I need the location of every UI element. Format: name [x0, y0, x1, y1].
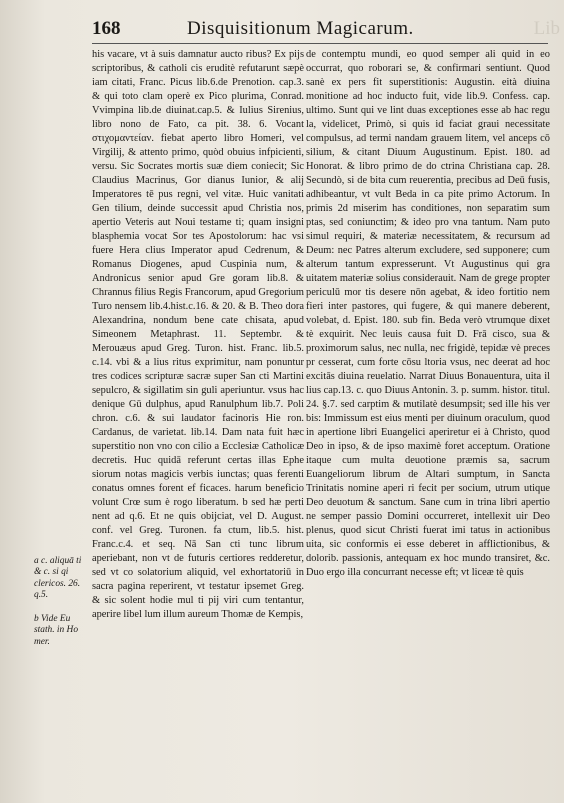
- bleed-through-text: Lib: [533, 18, 560, 39]
- page-header: [92, 18, 552, 42]
- left-text-column: [92, 48, 304, 622]
- page-number: 168: [92, 18, 121, 39]
- left-column-text: his vacare, vt à suis damnatur aucto ribus? Ex pijs scriptoribus, & catholi cis eruditè refutarunt sæpè iam citati, Franc. Picus lib.6.de Prenotion. cap.3. & qui toto clam operè ex Pico plurima, Conrad. Vvimpina lib.de diuinat.cap.5. & Iulius Sirenius, libro nono de Fato, ca pit. 38. 6. Vocant στιχομαντείαν. fiebat aperto libro Homeri, vel Virgilij, & attento primo, quòd obuius infpicienti, versu. Sic Socrates mortis suæ diem coniecit; Sic Claudius Macrinus, Gor dianus Iunior, & alij Imperatores tē pus regni, vel vitæ. Huic vanitati Gen tilium, deinde successit apud Christia nos, apertio Veteris aut Noui testame ti; quam insigni blasphemia vocat Sor tes Apostolorum: hac vsi fuere Hera clius Imperator apud Cedrenum, & Romanus Diogenes, apud Cuspinia num, & Andronicus senior apud Gre goram lib.8. & Chrannus filius Regis Francorum, apud Gregorium Turo nensem lib.4.hist.c.16. & 20. & B. Theo dora Alexandrina, nondum bene cate chisata, apud Simeonem Metaphrast. 11. Septembr. & Merouæus apud Greg. Turon. hist. Franc. lib.5. c.14. vbi & a lius ritus exprimitur, nam ponuntur tres codices scripturæ sacræ super San cti Martini sepulcro, & sigillatim sin guli aperiuntur. vsus hac denique Gū dulphus, apud Ranulphum lib.7. Poli chron. c.6. & sui laudator facinoris Hie ron. Cardanus, de varietat. lib.14. Dam nata fuit hæc superstitio non vno con cilio a Ecclesiæ Catholicæ decretis. Huc quidā referunt certas illas Ephe siorum notas magicis verbis iunctas; quas ferenti conatus omnes forent ef ficaces. harum beneficio volunt Crœ sum è rogo liberatum. b sed hæ perti nent ad q.6. Et ne quis obijciat, vel D. August. conf. vel Greg. Turonen. fa ctum, lib.5. hist. Franc.c.4. et seq. Nā San cti tunc librum aperiebant, non vt de futuris certiores redderetur, sed vt co solatorium aliquid, vel exhortatoriū in sacra pagina reperirent, vt testatur ipsemet Greg. & sic solent hodie mul ti pij viri cum tentantur, aperire libel lum illum aureum Thomæ de Kempis,: [92, 49, 304, 620]
- right-column-text: de contemptu mundi, eo quod semper ali quid in eo occurrat, quo roborari se, & confirmari sentiunt. Quod sanè ex pers fit superstitionis: Augustin. eità diuina monitione ad hoc inducto fuit, vide lib.9. Confess. cap. ultimo. Sunt qui ve lint duas exceptiones esse ab hac regu la, videlicet, Primò, si quis id faciat graui necessitate compulsus, ad termi nandam grauem litem, vel anceps cō silium, & citant Diuum Augustinum. Epist. 180. ad Honorat. & libro primo de do ctrina Christiana cap. 28. Secundò, si de bita cum reuerentia, precibus ad Deū fusis, adhibeantur, vt vult Beda in ca pite primo Actorum. In primis 2d miserim has conditiones, non separatim sum ptas, sed coniunctim; & ideo pro vna tantum. Nam puto simul requiri, & materiæ necessitatem, & recursum ad Deum: nec Patres alterum excludere, sed supponere; cum alterum tantum expresserunt. Vt Augustinus qui gra uitatem materiæ solius considerauit. Nam de grege propter periculū mor tis desere nōn agebat, & ideo fortitio nem fieri inter pastores, qui fugere, & qui manere deberent, volebat, d. Epist. 180. sub fin. Beda verò vtrumque dixet tè exquirit. Nec leuis causa fuit D. Frā cisco, sua & proximorum salus, nec nulla, nec frigidè, tepidæ vè preces pr cesserat, cum forte cōsu ltoria vsus, nec deerat ad hoc excitās diuina reuelatio. Narrat Diuus Bonauentura, uita il lius cap.13. c. quo Diuus Antonin. 3. p. summ. histor. titul. 24. §.7. sed carptim & mutilatè desumpsit; sed ille his ver bis: Immissum est eius menti per diuinum oraculum, quod in apertione libri Euangelici aperiretur ei à Christo, quod Deo in ipso, & de ipso maximè foret acceptum. Oratione itaque cum multa deuotione præmis sa, sacrum Euangeliorum librum de Altari sumptum, in Sancta Trinitatis nomine aperi ri fecit per socium, utrum utique Deo deuotum & sanctum. Sane cum in trina libri apertio ne semper passio Domini occurreret, intellexit uir Deo plenus, quod sicut Christi fuerat imi tatus in actionibus uita, sic conformis ei esse deberet in afflictionibus, & dolorib. passionis, antequam ex hoc mundo transiret, &c. Duo ergo illa concurrant necesse eft; vt liceæ tè quis: [306, 49, 550, 578]
- running-title: Disquisitionum Magicarum.: [187, 18, 414, 39]
- marginal-note-b: b Vide Eu stath. in Ho mer.: [34, 614, 79, 647]
- right-text-column: [306, 48, 550, 580]
- marginal-note-a: a c. aliquā ti & c. si qi clericos. 26. q.5.: [34, 556, 82, 601]
- header-rule: [92, 43, 548, 44]
